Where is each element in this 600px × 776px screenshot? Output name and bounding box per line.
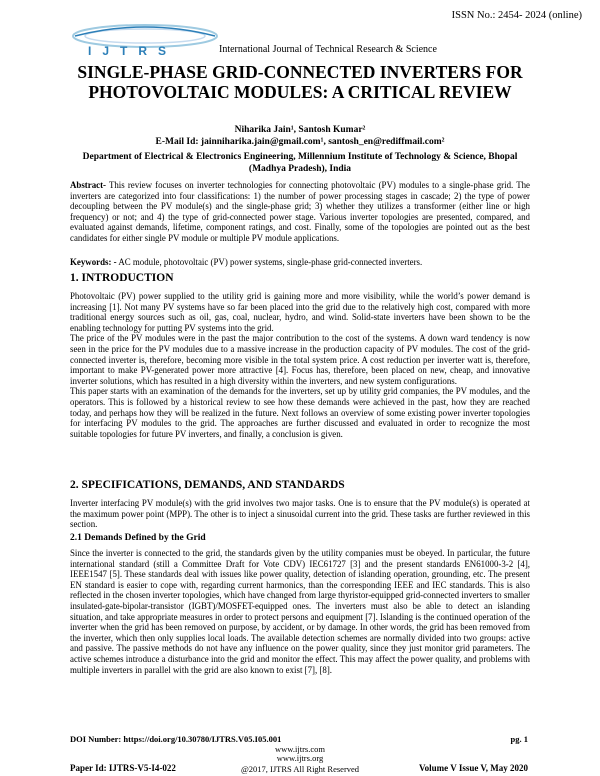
intro-paragraph: This paper starts with an examination of the demands for the inverters, set up by utility grid companies, the PV modules, and the operators. This is followed by a historical review to see how these demands were achieved in the past, how they are reached today, and perhaps how they will be realized in the future. Next follows an overview of some existing power inverter topologies for interfacing PV modules to the grid. The approaches are further discussed and evaluated in order to recognize the most suitable topologies for future PV inverters, and finally, a conclusion is given.	[70, 386, 530, 439]
doi-link[interactable]: DOI Number: https://doi.org/10.30780/IJTRS.V05.I05.001	[70, 734, 282, 744]
issn-number: ISSN No.: 2454- 2024 (online)	[451, 10, 582, 21]
keywords	[70, 257, 530, 268]
intro-paragraph: Photovoltaic (PV) power supplied to the utility grid is gaining more and more visibility, while the world’s power demand is increasing [1]. Not many PV systems have so far been placed into the grid due to the relatively high cost, compared with more traditional energy sources such as oil, gas, coal, nuclear, hydro, and wind. Solid-state inverters have been shown to be the enabling technology for putting PV systems into the grid.	[70, 291, 530, 333]
paper-title: SINGLE-PHASE GRID-CONNECTED INVERTERS FOR PHOTOVOLTAIC MODULES: A CRITICAL REVIEW	[77, 62, 523, 102]
journal-name: International Journal of Technical Research & Science	[219, 44, 437, 55]
website-link-org[interactable]: www.ijtrs.org	[276, 753, 324, 763]
paper-authors: Niharika Jain¹, Santosh Kumar²	[234, 125, 366, 135]
website-link-com[interactable]: www.ijtrs.com	[275, 744, 325, 754]
keywords-label: Keywords: -	[70, 257, 117, 267]
journal-logo	[70, 22, 220, 58]
intro-paragraph: The price of the PV modules were in the past the major contribution to the cost of the systems. A down ward tendency is now seen in the price for the PV modules due to a massive increase in the production capacity of PV modules. The cost of the grid-connected inverter is, therefore, becoming more visible in the total system price. A cost reduction per inverter watt is, therefore, important to make PV-generated power more attractive [4]. Focus has, therefore, been placed on new, cheap, and innovative inverter solutions, which has resulted in a high diversity within the inverters, and new system configurations.	[70, 333, 530, 386]
specifications-paragraph: Inverter interfacing PV module(s) with the grid involves two major tasks. One is to ensure that the PV module(s) is operated at the maximum power point (MPP). The other is to inject a sinusoidal current into the grid. These tasks are further reviewed in this section.	[70, 498, 530, 530]
author-emails: E-Mail Id: jainniharika.jain@gmail.com¹, santosh_en@rediffmail.com²	[155, 137, 445, 147]
author-affiliation: Department of Electrical & Electronics Engineering, Millennium Institute of Technology & Science, Bhopal (Madhya Pradesh), India	[82, 152, 518, 174]
abstract-text: This review focuses on inverter technologies for connecting photovoltaic (PV) modules to a single-phase grid. The inverters are categorized into four classifications: 1) the number of power processing stages in cascade; 2) the type of power decoupling between the PV module(s) and the single-phase grid; 3) whether they utilizes a transformer (either line or high frequency) or not; and 4) the type of grid-connected power stage. Various inverter topologies are presented, compared, and evaluated against demands, lifetime, component ratings, and cost. Finally, some of the topologies are pointed out as the best candidates for either single PV module or multiple PV module applications.	[70, 180, 530, 243]
paper-id: Paper Id: IJTRS-V5-I4-022	[70, 763, 176, 773]
subsection-heading-grid-demands: 2.1 Demands Defined by the Grid	[70, 533, 206, 543]
abstract-label: Abstract-	[70, 180, 106, 190]
volume-issue: Volume V Issue V, May 2020	[418, 763, 528, 773]
logo-globe-icon	[70, 22, 220, 58]
copyright: @2017, IJTRS All Right Reserved	[240, 764, 360, 774]
section-heading-specifications: 2. SPECIFICATIONS, DEMANDS, AND STANDARDS	[70, 479, 345, 491]
abstract	[70, 180, 530, 244]
grid-demands-paragraph: Since the inverter is connected to the grid, the standards given by the utility companies must be obeyed. In particular, the future international standard (still a Committee Draft for Vote CDV) IEC61727 [3] and the present standards EN61000-3-2 [4], IEEE1547 [5]. These standards deal with issues like power quality, detection of islanding operation, grounding, etc. The present EN standard is easier to cope with, regarding current harmonics, than the corresponding IEEE and IEC standards. This is also reflected in the chosen inverter topologies, which have changed from large thyristor-equipped grid-connected inverters to smaller insulated-gate-bipolar-transistor (IGBT)/MOSFET-equipped ones. The inverters must also be able to detect an islanding situation, and take appropriate measures in order to protect persons and equipment [7]. Islanding is the continued operation of the inverter when the grid has been removed on purpose, by accident, or by damage. In other words, the grid has been removed from the inverter, which then only supplies local loads. The available detection schemes are normally divided into two groups: active and passive. The passive methods do not have any influence on the power quality, since they just monitor grid parameters. The active schemes introduce a disturbance into the grid and monitor the effect. This may affect the power quality, and problems with multiple inverters in parallel with the grid are also known to exist [7], [8].	[70, 548, 530, 675]
page-number: pg. 1	[510, 734, 528, 744]
introduction-section	[70, 291, 530, 439]
keywords-text: AC module, photovoltaic (PV) power systems, single-phase grid-connected inverters.	[116, 257, 423, 267]
svg-text:IJTRS: IJTRS	[88, 44, 178, 58]
section-heading-introduction: 1. INTRODUCTION	[70, 272, 174, 284]
